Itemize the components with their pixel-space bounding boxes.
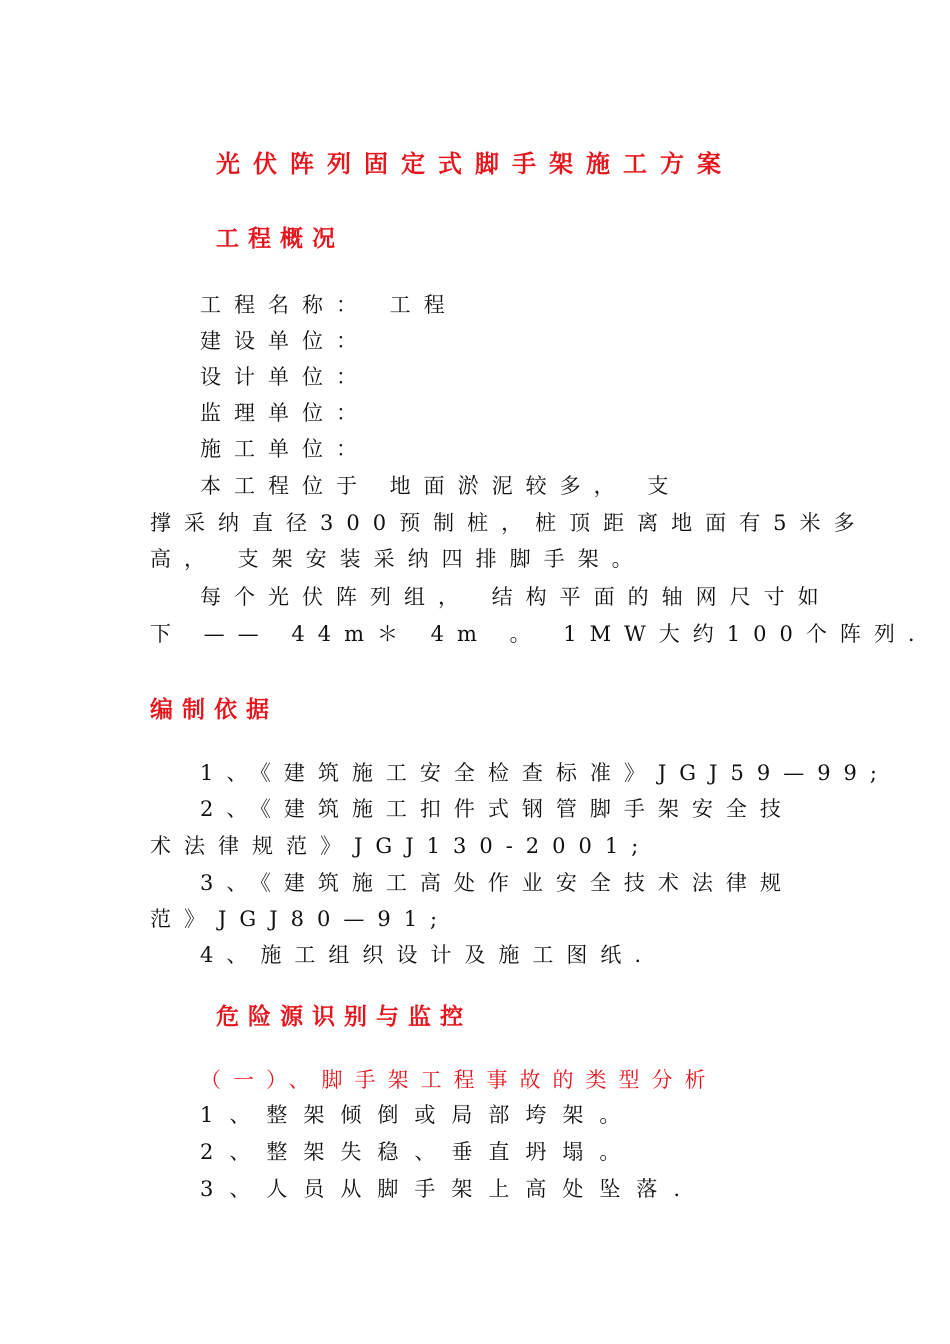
paragraph-location-line1: 本工程位于 地面淤泥较多， 支 [200,474,682,498]
field-supervision-unit: 监理单位： [200,401,370,425]
paragraph-location-line3: 高， 支架安装采纳四排脚手架。 [150,547,646,571]
basis-item-1: 1、《建筑施工安全检查标准》JGJ59—99; [200,761,890,785]
paragraph-location-line2: 撑采纳直径300预制桩，桩顶距离地面有5米多 [150,511,868,535]
basis-item-3: 3、《建筑施工高处作业安全技术法律规 [200,871,794,895]
hazard-item-1: 1、整架倾倒或局部垮架。 [200,1103,637,1127]
hazard-item-2: 2、整架失稳、垂直坍塌。 [200,1140,637,1164]
field-contractor-unit: 施工单位： [200,437,370,461]
field-design-unit: 设计单位： [200,365,370,389]
field-project-name: 工程名称： 工程 [200,293,458,317]
hazard-item-3: 3、人员从脚手架上高处坠落. [200,1177,697,1201]
paragraph-array-line1: 每个光伏阵列组， 结构平面的轴网尺寸如 [200,585,832,609]
field-construction-unit: 建设单位： [200,329,370,353]
basis-item-2: 2、《建筑施工扣件式钢管脚手架安全技 [200,797,794,821]
basis-item-4: 4、施工组织设计及施工图纸. [200,943,655,967]
section-heading-hazards: 危险源识别与监控 [216,1003,472,1030]
section-heading-basis: 编制依据 [150,696,278,723]
basis-item-3-cont: 范》JGJ80—91; [150,907,451,931]
paragraph-array-line2: 下 —— 44m＊ 4m 。 1MW大约100个阵列. [150,622,928,646]
basis-item-2-cont: 术法律规范》JGJ130-2001; [150,834,652,858]
document-title: 光伏阵列固定式脚手架施工方案 [216,149,734,178]
subheading-accident-types: （一）、脚手架工程事故的类型分析 [200,1068,718,1092]
section-heading-overview: 工程概况 [216,225,344,252]
